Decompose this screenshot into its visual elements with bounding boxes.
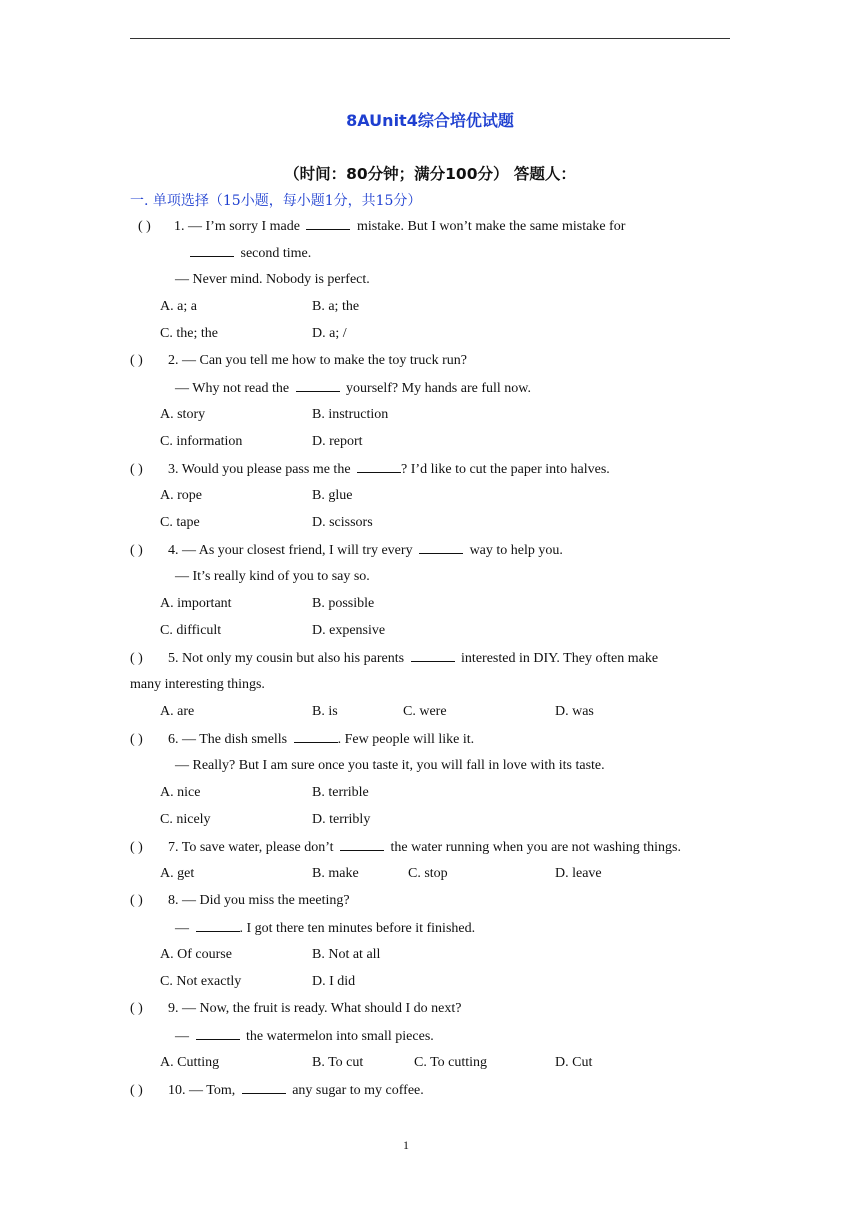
answer-blank <box>296 379 340 392</box>
option-a: A. get <box>160 866 195 881</box>
answer-bracket[interactable]: ( ) <box>130 840 143 855</box>
option-d: D. I did <box>312 974 356 989</box>
document-title: 8AUnit4综合培优试题 <box>346 111 514 130</box>
option-d: D. expensive <box>312 623 386 638</box>
option-b: B. make <box>312 866 359 881</box>
question-2: ( ) 2. — Can you tell me how to make the toy truck run? <box>130 353 467 368</box>
option-b: B. glue <box>312 488 353 503</box>
question-1-cont: second time. <box>190 244 311 263</box>
question-7: ( ) 7. To save water, please don’t the water running when you are not washing things. <box>130 840 681 855</box>
answer-blank <box>294 730 338 743</box>
answer-bracket[interactable]: ( ) <box>130 1001 143 1016</box>
question-5: ( ) 5. Not only my cousin but also his parents interested in DIY. They often make <box>130 651 659 666</box>
page-number: 1 <box>403 1138 409 1152</box>
answer-bracket[interactable]: ( ) <box>130 1083 143 1098</box>
option-b: B. To cut <box>312 1055 364 1070</box>
option-d: D. terribly <box>312 812 371 827</box>
option-c: C. were <box>403 704 447 719</box>
question-5-cont: many interesting things. <box>130 677 265 692</box>
option-a: A. Of course <box>160 947 232 962</box>
answer-blank <box>190 244 234 257</box>
answer-bracket[interactable]: ( ) <box>130 893 143 908</box>
option-c: C. nicely <box>160 812 211 827</box>
question-9-reply: — the watermelon into small pieces. <box>175 1029 434 1044</box>
question-1: ( ) 1. — I’m sorry I made mistake. But I won’t make the same mistake for <box>138 219 626 234</box>
question-4: ( ) 4. — As your closest friend, I will try every way to help you. <box>130 543 563 558</box>
option-b: B. instruction <box>312 407 389 422</box>
option-d: D. scissors <box>312 515 373 530</box>
question-3: ( ) 3. Would you please pass me the ? I’d like to cut the paper into halves. <box>130 462 610 477</box>
option-a: A. story <box>160 407 206 422</box>
answer-blank <box>340 838 384 851</box>
question-2-reply: — Why not read the yourself? My hands are full now. <box>175 381 531 396</box>
answer-blank <box>306 217 350 230</box>
answer-blank <box>357 460 401 473</box>
option-c: C. stop <box>408 866 448 881</box>
question-1-reply: — Never mind. Nobody is perfect. <box>175 272 370 287</box>
answer-bracket[interactable]: ( ) <box>130 732 143 747</box>
answer-blank <box>242 1081 286 1094</box>
answer-bracket[interactable]: ( ) <box>130 543 143 558</box>
option-c: C. the; the <box>160 326 218 341</box>
header-rule <box>130 38 730 39</box>
option-a: A. a; a <box>160 299 197 314</box>
option-c: C. Not exactly <box>160 974 242 989</box>
option-d: D. leave <box>555 866 602 881</box>
question-6: ( ) 6. — The dish smells . Few people will like it. <box>130 732 475 747</box>
option-d: D. a; / <box>312 326 347 341</box>
option-a: A. nice <box>160 785 201 800</box>
option-a: A. are <box>160 704 195 719</box>
question-8: ( ) 8. — Did you miss the meeting? <box>130 893 350 908</box>
question-6-reply: — Really? But I am sure once you taste it, you will fall in love with its taste. <box>175 758 605 773</box>
option-a: A. Cutting <box>160 1055 220 1070</box>
option-b: B. possible <box>312 596 375 611</box>
option-c: C. To cutting <box>414 1055 488 1070</box>
option-a: A. important <box>160 596 232 611</box>
option-d: D. report <box>312 434 363 449</box>
answer-blank <box>419 541 463 554</box>
option-c: C. tape <box>160 515 200 530</box>
option-a: A. rope <box>160 488 202 503</box>
answer-blank <box>411 649 455 662</box>
option-b: B. Not at all <box>312 947 381 962</box>
option-c: C. difficult <box>160 623 222 638</box>
section-heading: 一. 单项选择（15小题，每小题1分，共15分） <box>130 193 422 209</box>
answer-bracket[interactable]: ( ) <box>138 219 151 234</box>
question-8-reply: — . I got there ten minutes before it finished. <box>175 921 476 936</box>
answer-blank <box>196 919 240 932</box>
answer-bracket[interactable]: ( ) <box>130 353 143 368</box>
question-10: ( ) 10. — Tom, any sugar to my coffee. <box>130 1083 424 1098</box>
option-b: B. a; the <box>312 299 360 314</box>
document-subtitle: （时间：80分钟；满分100分） 答题人： <box>284 165 576 183</box>
answer-blank <box>196 1027 240 1040</box>
option-b: B. terrible <box>312 785 369 800</box>
answer-bracket[interactable]: ( ) <box>130 462 143 477</box>
question-4-reply: — It’s really kind of you to say so. <box>175 569 370 584</box>
option-d: D. was <box>555 704 594 719</box>
question-9: ( ) 9. — Now, the fruit is ready. What should I do next? <box>130 1001 462 1016</box>
option-c: C. information <box>160 434 243 449</box>
option-d: D. Cut <box>555 1055 593 1070</box>
answer-bracket[interactable]: ( ) <box>130 651 143 666</box>
option-b: B. is <box>312 704 338 719</box>
